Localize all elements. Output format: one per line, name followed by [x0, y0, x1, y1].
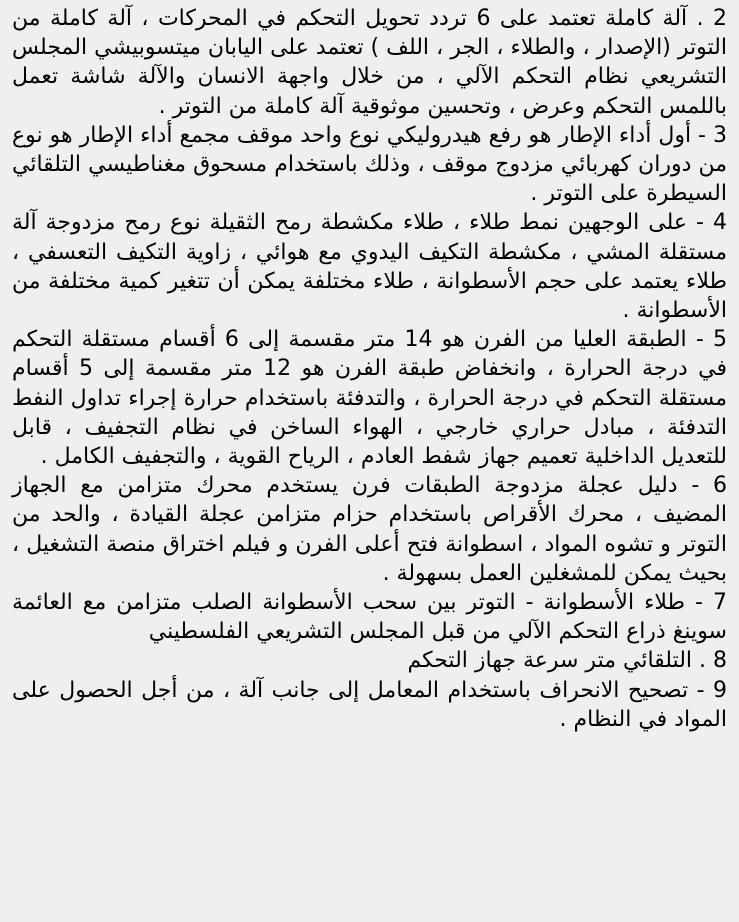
list-item-6: 6 - دليل عجلة مزدوجة الطبقات فرن يستخدم محرك متزامن مع الجهاز المضيف ، محرك الأقراص باستخدام حزام متزامن عجلة القيادة ، والحد من التوتر و تشوه المواد ، اسطوانة فتح أعلى الفرن و فيلم اختراق منصة التشغيل ، بحيث يمكن للمشغلين العمل بسهولة . [12, 473, 727, 586]
list-item-8: 8 . التلقائي متر سرعة جهاز التحكم [407, 648, 727, 674]
list-item-7: 7 - طلاء الأسطوانة - التوتر بين سحب الأسطوانة الصلب متزامن مع العائمة سوينغ ذراع التحكم الآلي من قبل المجلس التشريعي الفلسطيني [12, 590, 727, 645]
list-item-9: 9 - تصحيح الانحراف باستخدام المعامل إلى جانب آلة ، من أجل الحصول على المواد في النظام . [12, 677, 727, 732]
list-item-2: 2 . آلة كاملة تعتمد على 6 تردد تحويل التحكم في المحركات ، آلة كاملة من التوتر (الإصدار ، والطلاء ، الجر ، اللف ) تعتمد على اليابان ميتسوبيشي المجلس التشريعي نظام التحكم الآلي ، من خلال واجهة الانسان والآلة شاشة تعمل باللمس التحكم وعرض ، وتحسين موثوقية آلة كاملة من التوتر . [12, 6, 727, 119]
list-item-5: 5 - الطبقة العليا من الفرن هو 14 متر مقسمة إلى 6 أقسام مستقلة التحكم في درجة الحرارة ، وانخفاض طبقة الفرن هو 12 متر مقسمة إلى 5 أقسام مستقلة التحكم في درجة الحرارة ، والتدفئة باستخدام حرارة إجراء تداول النفط التدفئة ، مبادل حراري خارجي ، الهواء الساخن في نظام التجفيف ، قابل للتعديل الداخلية تعميم جهاز شفط العادم ، الرياح القوية ، والتجفيف الكامل . [12, 327, 728, 470]
list-item-3: 3 - أول أداء الإطار هو رفع هيدروليكي نوع واحد موقف مجمع أداء الإطار هو نوع من دوران كهربائي مزدوج موقف ، وذلك باستخدام مسحوق مغناطيسي التلقائي السيطرة على التوتر . [12, 122, 727, 207]
list-item-4: 4 - على الوجهين نمط طلاء ، طلاء مكشطة رمح الثقيلة نوع رمح مزدوجة آلة مستقلة المشي ، مكشطة التكيف اليدوي مع هوائي ، زاوية التكيف التعسفي ، طلاء يعتمد على حجم الأسطوانة ، طلاء مختلفة يمكن أن تتغير كمية مختلفة من الأسطوانة . [12, 210, 727, 324]
